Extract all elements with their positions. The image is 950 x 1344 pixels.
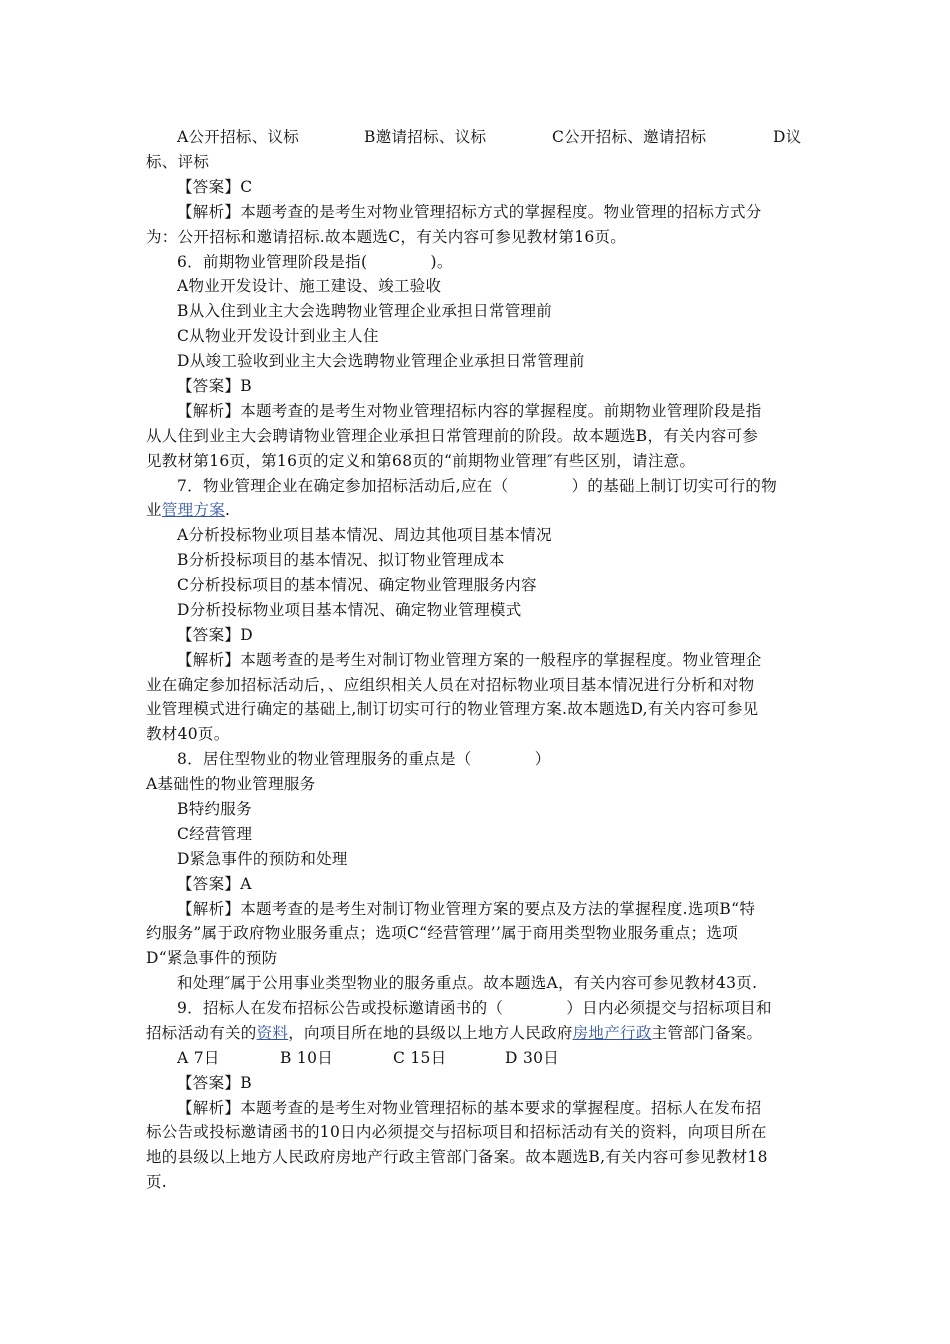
q8-option-d: D紧急事件的预防和处理 (177, 850, 348, 868)
q5-option-d-start: D议 (773, 128, 802, 146)
q5-option-b: B邀请招标、议标 (364, 128, 487, 146)
q5-option-a: A公开招标、议标 (177, 128, 300, 146)
q9-question-end: 主管部门备案。 (651, 1024, 763, 1042)
q9-option-b: B 10日 (280, 1049, 334, 1067)
q7-option-d: D分析投标物业项目基本情况、确定物业管理模式 (177, 601, 522, 619)
q7-explanation-line-2: 业在确定参加招标活动后，、应组织相关人员在对招标物业项目基本情况进行分析和对物 (146, 676, 755, 694)
q5-option-c: C公开招标、邀请招标 (552, 128, 707, 146)
q9-explanation-line-4: 页. (146, 1173, 168, 1191)
q9-question-line-1: 9．招标人在发布招标公告或投标邀请函书的（ ）日内必须提交与招标项目和 (177, 999, 772, 1017)
q8-explanation-line-2: 约服务”属于政府物业服务重点；选项C“经营管理’’属于商用类型物业服务重点；选项 (146, 924, 739, 942)
q5-answer: 【答案】C (177, 178, 253, 196)
q7-question-text: 业 (146, 501, 162, 519)
q7-question-line-1: 7．物业管理企业在确定参加招标活动后,应在（ ）的基础上制订切实可行的物 (177, 477, 777, 495)
q8-option-a: A基础性的物业管理服务 (146, 775, 316, 793)
q7-explanation-line-4: 教材40页。 (146, 725, 230, 743)
q8-answer: 【答案】A (177, 875, 252, 893)
materials-link[interactable]: 资料 (256, 1024, 289, 1042)
q6-explanation-line-3: 见教材第16页，第16页的定义和第68页的“前期物业管理″有些区别，请注意。 (146, 452, 696, 470)
q6-explanation-line-2: 从人住到业主大会聘请物业管理企业承担日常管理前的阶段。故本题选B，有关内容可参 (146, 427, 759, 445)
real-estate-admin-link[interactable]: 房地产行政 (572, 1024, 652, 1042)
q9-option-c: C 15日 (393, 1049, 447, 1067)
q9-explanation-line-3: 地的县级以上地方人民政府房地产行政主管部门备案。故本题选B,有关内容可参见教材18 (146, 1148, 768, 1166)
q8-option-b: B特约服务 (177, 800, 252, 818)
q8-explanation-line-4: 和处理″属于公用事业类型物业的服务重点。故本题选A，有关内容可参见教材43页. (177, 974, 758, 992)
q9-options-row (177, 1048, 560, 1068)
q6-option-b: B从入住到业主大会选聘物业管理企业承担日常管理前 (177, 302, 553, 320)
q6-option-a: A物业开发设计、施工建设、竣工验收 (177, 277, 442, 295)
q5-explanation-line-1: 【解析】本题考查的是考生对物业管理招标方式的掌握程度。物业管理的招标方式分 (177, 203, 762, 221)
q9-explanation-line-2: 标公告或投标邀请函书的10日内必须提交与招标项目和招标活动有关的资料，向项目所在 (146, 1123, 767, 1141)
q9-option-a: A 7日 (177, 1049, 220, 1067)
q8-explanation-line-3: D“紧急事件的预防 (146, 949, 278, 967)
q8-option-c: C经营管理 (177, 825, 253, 843)
q9-option-d: D 30日 (505, 1049, 560, 1067)
q5-options-row (177, 127, 802, 147)
q7-explanation-line-1: 【解析】本题考查的是考生对制订物业管理方案的一般程序的掌握程度。物业管理企 (177, 651, 762, 669)
q6-explanation-line-1: 【解析】本题考查的是考生对物业管理招标内容的掌握程度。前期物业管理阶段是指 (177, 402, 762, 420)
q9-answer: 【答案】B (177, 1074, 252, 1092)
q6-question: 6．前期物业管理阶段是指( )。 (177, 253, 453, 271)
q5-option-d-end: 标、评标 (146, 153, 210, 171)
q8-explanation-line-1: 【解析】本题考查的是考生对制订物业管理方案的要点及方法的掌握程度.选项B“特 (177, 900, 756, 918)
q9-explanation-line-1: 【解析】本题考查的是考生对物业管理招标的基本要求的掌握程度。招标人在发布招 (177, 1099, 762, 1117)
q7-option-b: B分析投标项目的基本情况、拟订物业管理成本 (177, 551, 505, 569)
management-plan-link[interactable]: 管理方案 (161, 501, 226, 519)
q6-option-d: D从竣工验收到业主大会选聘物业管理企业承担日常管理前 (177, 352, 585, 370)
q7-question-line-2 (146, 500, 230, 520)
q6-answer: 【答案】B (177, 377, 252, 395)
q9-question-middle: ，向项目所在地的县级以上地方人民政府 (288, 1024, 573, 1042)
q7-question-end: . (225, 501, 231, 519)
q7-explanation-line-3: 业管理模式进行确定的基础上,制订切实可行的物业管理方案.故本题选D,有关内容可参见 (146, 700, 759, 718)
q8-question: 8．居住型物业的物业管理服务的重点是（ ） (177, 750, 551, 768)
q9-question-text: 招标活动有关的 (146, 1024, 257, 1042)
q6-option-c: C从物业开发设计到业主人住 (177, 327, 379, 345)
q9-question-line-2 (146, 1023, 762, 1043)
q7-option-c: C分析投标项目的基本情况、确定物业管理服务内容 (177, 576, 537, 594)
q7-option-a: A分析投标物业项目基本情况、周边其他项目基本情况 (177, 526, 552, 544)
q7-answer: 【答案】D (177, 626, 253, 644)
q5-explanation-line-2: 为：公开招标和邀请招标.故本题选C，有关内容可参见教材第16页。 (146, 228, 627, 246)
